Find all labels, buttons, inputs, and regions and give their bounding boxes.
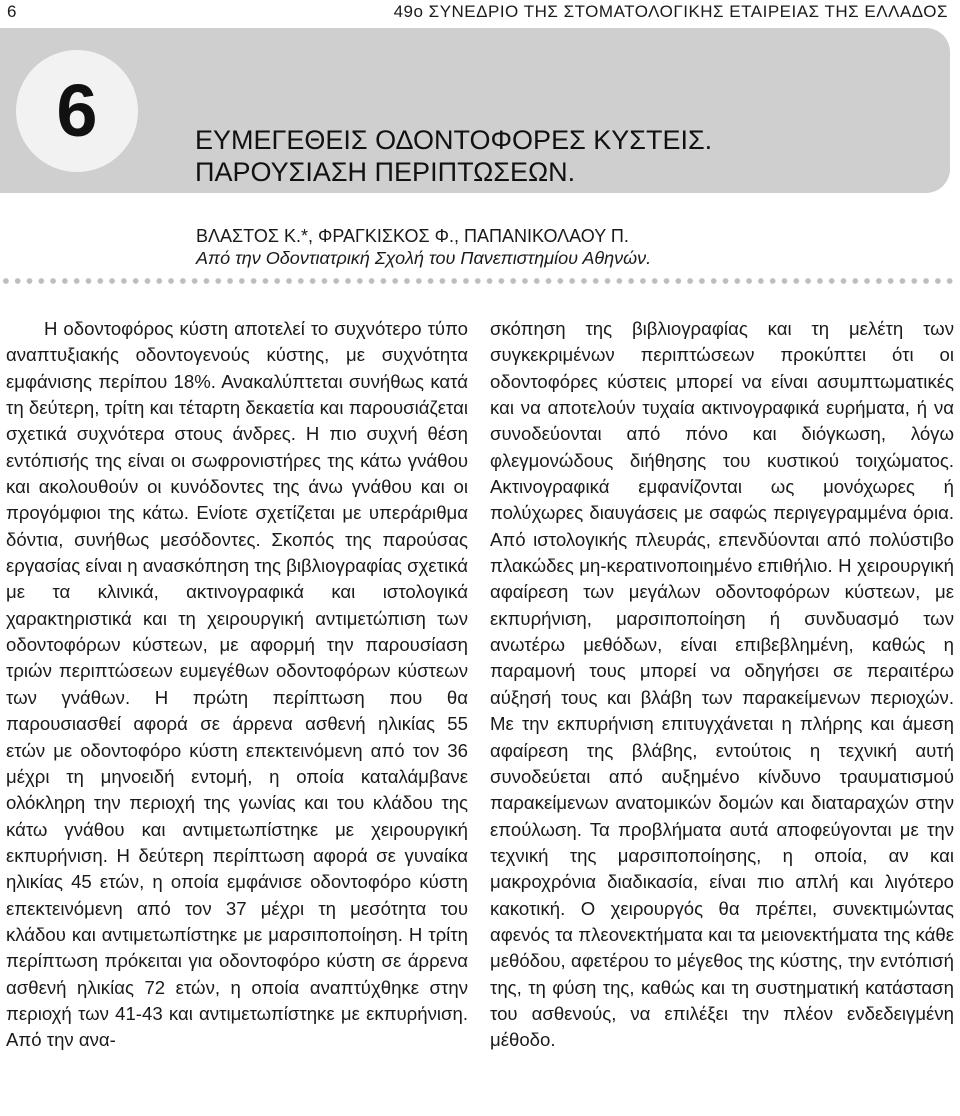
chapter-badge — [16, 50, 138, 172]
running-head: 49ο ΣΥΝΕΔΡΙΟ ΤΗΣ ΣΤΟΜΑΤΟΛΟΓΙΚΗΣ ΕΤΑΙΡΕΙΑΣ ΤΗΣ ΕΛΛΑΔΟΣ — [393, 2, 948, 21]
chapter-number: 6 — [56, 69, 98, 152]
dotted-divider — [0, 277, 958, 285]
article-title-line-1: ΕΥΜΕΓΕΘΕΙΣ ΟΔΟΝΤΟΦΟΡΕΣ ΚΥΣΤΕΙΣ. — [195, 125, 713, 155]
page-number: 6 — [7, 2, 17, 21]
authors: ΒΛΑΣΤΟΣ Κ.*, ΦΡΑΓΚΙΣΚΟΣ Φ., ΠΑΠΑΝΙΚΟΛΑΟΥ Π. — [196, 226, 629, 246]
article-title-line-2: ΠΑΡΟΥΣΙΑΣΗ ΠΕΡΙΠΤΩΣΕΩΝ. — [195, 157, 576, 187]
right-column — [490, 316, 954, 1116]
article-title — [195, 124, 712, 188]
abstract-text-left: Η οδοντοφόρος κύστη αποτελεί το συχνότερο τύπο αναπτυξιακής οδοντογενούς κύστης, με συχνότητα εμφάνισης περίπου 18%. Ανακαλύπτεται συνήθως κατά τη δεύτερη, τρίτη και τέταρτη δεκαετία και παρουσιάζεται σχετικά συχνότερα στους άνδρες. Η πιο συχνή θέση εντόπισής της είναι οι σωφρονιστήρες της κάτω γνάθου και ακολουθούν οι κυνόδοντες της άνω γνάθου και οι προγόμφιοι της κάτω. Ενίοτε σχετίζεται με υπεράριθμα δόντια, συνήθως μεσόδοντες. Σκοπός της παρούσας εργασίας είναι η ανασκόπηση της βιβλιογραφίας σχετικά με τα κλινικά, ακτινογραφικά και ιστολογικά χαρακτηριστικά και τη χειρουργική αντιμετώπιση των οδοντοφόρων κύστεων, με αφορμή την παρουσίαση τριών περιπτώσεων ευμεγέθων οδοντοφόρων κύστεων των γνάθων. Η πρώτη περίπτωση που θα παρουσιασθεί αφορά σε άρρενα ασθενή ηλικίας 55 ετών με οδοντοφόρο κύστη επεκτεινόμενη από τον 36 μέχρι τη μηνοειδή εντομή, η οποία καταλάμβανε ολόκληρη την περιοχή της γωνίας και του κλάδου της κάτω γνάθου και αντιμετωπίστηκε με χειρουργική εκπυρήνιση. Η δεύτερη περίπτωση αφορά σε γυναίκα ηλικίας 45 ετών, η οποία εμφάνισε οδοντοφόρο κύστη επεκτεινόμενη από τον 37 μέχρι τη μεσότητα του κλάδου και αντιμετωπίστηκε με μαρσιποποίηση. Η τρίτη περίπτωση πρόκειται για οδοντοφόρο κύστη σε άρρενα ασθενή ηλικίας 72 ετών, η οποία αναπτύχθηκε στην περιοχή των 41-43 και αντιμετωπίστηκε με εκπυρήνιση. Από την ανα- — [6, 318, 468, 1051]
affiliation: Από την Οδοντιατρική Σχολή του Πανεπιστημίου Αθηνών. — [196, 248, 652, 268]
left-column — [6, 316, 468, 1116]
abstract-text-right: σκόπηση της βιβλιογραφίας και τη μελέτη των συγκεκριμένων περιπτώσεων προκύπτει ότι οι οδοντοφόρες κύστεις μπορεί να είναι ασυμπτωματικές και να αποτελούν τυχαία ακτινογραφικά ευρήματα, ή να συνοδεύονται από πόνο και διόγκωση, λόγω φλεγμονώδους διήθησης του κυστικού τοιχώματος. Ακτινογραφικά εμφανίζονται ως μονόχωρες ή πολύχωρες διαυγάσεις με σαφώς περιγεγραμμένα όρια. Από ιστολογικής πλευράς, επενδύονται από πολύστιβο πλακώδες μη-κερατινοποιημένο επιθήλιο. Η χειρουργική αφαίρεση των μεγάλων οδοντοφόρων κύστεων, με εκπυρήνιση, μαρσιποποίηση ή συνδυασμό των ανωτέρω μεθόδων, είναι επιβεβλημένη, καθώς η παραμονή τους μπορεί να οδηγήσει σε περαιτέρω αύξησή τους και βλάβη των παρακείμενων περιοχών. Με την εκπυρήνιση επιτυγχάνεται η πλήρης και άμεση αφαίρεση της βλάβης, εντούτοις η τεχνική αυτή συνοδεύεται από αυξημένο κίνδυνο τραυματισμού παρακείμενων ανατομικών δομών και διαταραχών στην επούλωση. Τα προβλήματα αυτά αποφεύγονται με την τεχνική της μαρσιποποίησης, η οποία, αν και μακροχρόνια διαδικασία, είναι πιο απλή και λιγότερο κακοτική. Ο χειρουργός θα πρέπει, συνεκτιμώντας αφενός τα πλεονεκτήματα και τα μειονεκτήματα της κάθε μεθόδου, αφετέρου το μέγεθος της κύστης, την εντόπισή της, τη φύση της, καθώς και τη συστηματική κατάσταση του ασθενούς, να επιλέξει την πλέον ενδεδειγμένη μέθοδο. — [490, 318, 954, 1051]
